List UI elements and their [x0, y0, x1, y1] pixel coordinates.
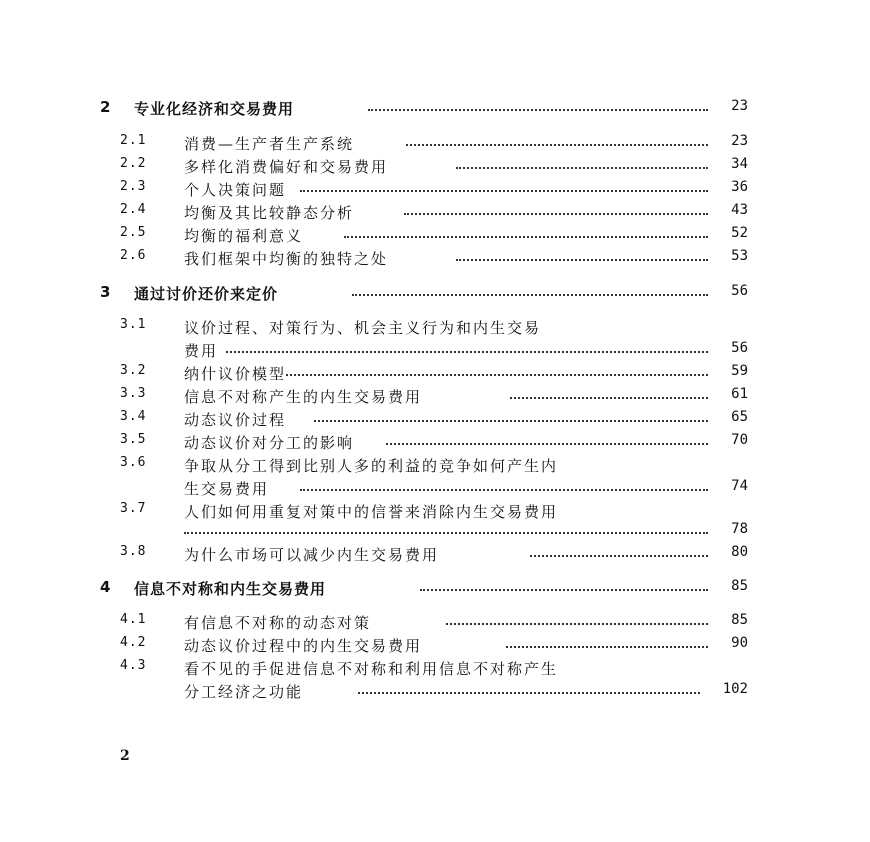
section-title: 消费—生产者生产系统 [184, 135, 355, 153]
section-title-continued: 费用 [184, 342, 219, 360]
section-number: 3.6 [120, 455, 147, 470]
chapter-number: 4 [100, 578, 112, 596]
page-number: 80 [731, 544, 748, 560]
page-number: 56 [731, 283, 748, 299]
toc-section-3-6 [0, 455, 870, 477]
dot-leader [344, 236, 708, 238]
toc-section-2-4 [0, 202, 870, 224]
dot-leader [386, 443, 708, 445]
dot-leader [226, 351, 708, 353]
page-folio: 2 [120, 748, 130, 764]
section-title: 议价过程、对策行为、机会主义行为和内生交易 [184, 319, 542, 337]
chapter-number: 3 [100, 283, 112, 301]
toc-section-2-5 [0, 225, 870, 247]
section-number: 3.2 [120, 363, 147, 378]
section-title: 争取从分工得到比别人多的利益的竞争如何产生内 [184, 457, 559, 475]
dot-leader [530, 555, 708, 557]
toc-chapter-3 [0, 283, 870, 305]
dot-leader [314, 420, 708, 422]
page-number: 85 [731, 578, 748, 594]
dot-leader [456, 259, 708, 261]
page-number: 85 [731, 612, 748, 628]
section-title: 个人决策问题 [184, 181, 287, 199]
dot-leader [456, 167, 708, 169]
toc-section-3-8 [0, 544, 870, 566]
section-title: 动态议价过程中的内生交易费用 [184, 637, 423, 655]
dot-leader [404, 213, 708, 215]
section-title-continued: 分工经济之功能 [184, 683, 304, 701]
toc-section-2-3 [0, 179, 870, 201]
toc-section-3-6-cont [0, 478, 870, 500]
toc-section-4-3 [0, 658, 870, 680]
toc-section-3-3 [0, 386, 870, 408]
page-number: 36 [731, 179, 748, 195]
page-number: 61 [731, 386, 748, 402]
page-number: 90 [731, 635, 748, 651]
section-title: 动态议价对分工的影响 [184, 434, 355, 452]
toc-section-3-5 [0, 432, 870, 454]
toc-section-2-1 [0, 133, 870, 155]
section-title: 人们如何用重复对策中的信誉来消除内生交易费用 [184, 503, 559, 521]
section-title: 为什么市场可以减少内生交易费用 [184, 546, 440, 564]
section-title: 有信息不对称的动态对策 [184, 614, 372, 632]
page-number: 43 [731, 202, 748, 218]
chapter-title: 信息不对称和内生交易费用 [134, 580, 327, 598]
section-title: 均衡的福利意义 [184, 227, 304, 245]
section-number: 4.3 [120, 658, 147, 673]
section-number: 2.5 [120, 225, 147, 240]
dot-leader [184, 532, 708, 534]
page-number: 65 [731, 409, 748, 425]
page-number: 23 [731, 133, 748, 149]
section-title: 看不见的手促进信息不对称和利用信息不对称产生 [184, 660, 559, 678]
section-title-continued: 生交易费用 [184, 480, 270, 498]
toc-section-4-2 [0, 635, 870, 657]
page-number: 74 [731, 478, 748, 494]
page-number: 56 [731, 340, 748, 356]
page-number: 102 [722, 681, 748, 697]
section-number: 3.7 [120, 501, 147, 516]
section-number: 3.3 [120, 386, 147, 401]
page-number: 70 [731, 432, 748, 448]
section-number: 4.2 [120, 635, 147, 650]
section-title: 信息不对称产生的内生交易费用 [184, 388, 423, 406]
section-title: 均衡及其比较静态分析 [184, 204, 355, 222]
section-number: 2.4 [120, 202, 147, 217]
section-number: 2.2 [120, 156, 147, 171]
section-number: 3.4 [120, 409, 147, 424]
toc-section-3-4 [0, 409, 870, 431]
section-title: 纳什议价模型 [184, 365, 287, 383]
dot-leader [358, 692, 700, 694]
section-number: 3.1 [120, 317, 147, 332]
dot-leader [406, 144, 708, 146]
section-number: 2.6 [120, 248, 147, 263]
toc-section-2-2 [0, 156, 870, 178]
page-number: 34 [731, 156, 748, 172]
page-number: 78 [731, 521, 748, 537]
toc-section-3-2 [0, 363, 870, 385]
page-number: 52 [731, 225, 748, 241]
dot-leader [352, 294, 708, 296]
toc-section-3-7 [0, 501, 870, 523]
dot-leader [300, 489, 708, 491]
toc-chapter-2 [0, 98, 870, 120]
chapter-title: 专业化经济和交易费用 [134, 100, 295, 118]
toc-section-3-7-cont [0, 521, 870, 543]
section-number: 3.8 [120, 544, 147, 559]
chapter-number: 2 [100, 98, 112, 116]
toc-section-3-1-cont [0, 340, 870, 362]
section-number: 3.5 [120, 432, 147, 447]
toc-chapter-4 [0, 578, 870, 600]
toc-section-3-1 [0, 317, 870, 339]
toc-section-2-6 [0, 248, 870, 270]
dot-leader [368, 109, 708, 111]
dot-leader [300, 190, 708, 192]
page-number: 23 [731, 98, 748, 114]
section-title: 我们框架中均衡的独特之处 [184, 250, 389, 268]
dot-leader [510, 397, 708, 399]
section-number: 2.1 [120, 133, 147, 148]
chapter-title: 通过讨价还价来定价 [134, 285, 279, 303]
section-title: 多样化消费偏好和交易费用 [184, 158, 389, 176]
dot-leader [446, 623, 708, 625]
dot-leader [506, 646, 708, 648]
page-number: 53 [731, 248, 748, 264]
dot-leader [286, 374, 708, 376]
page-number: 59 [731, 363, 748, 379]
toc-section-4-3-cont [0, 681, 870, 703]
section-number: 4.1 [120, 612, 147, 627]
toc-section-4-1 [0, 612, 870, 634]
dot-leader [420, 589, 708, 591]
section-title: 动态议价过程 [184, 411, 287, 429]
section-number: 2.3 [120, 179, 147, 194]
